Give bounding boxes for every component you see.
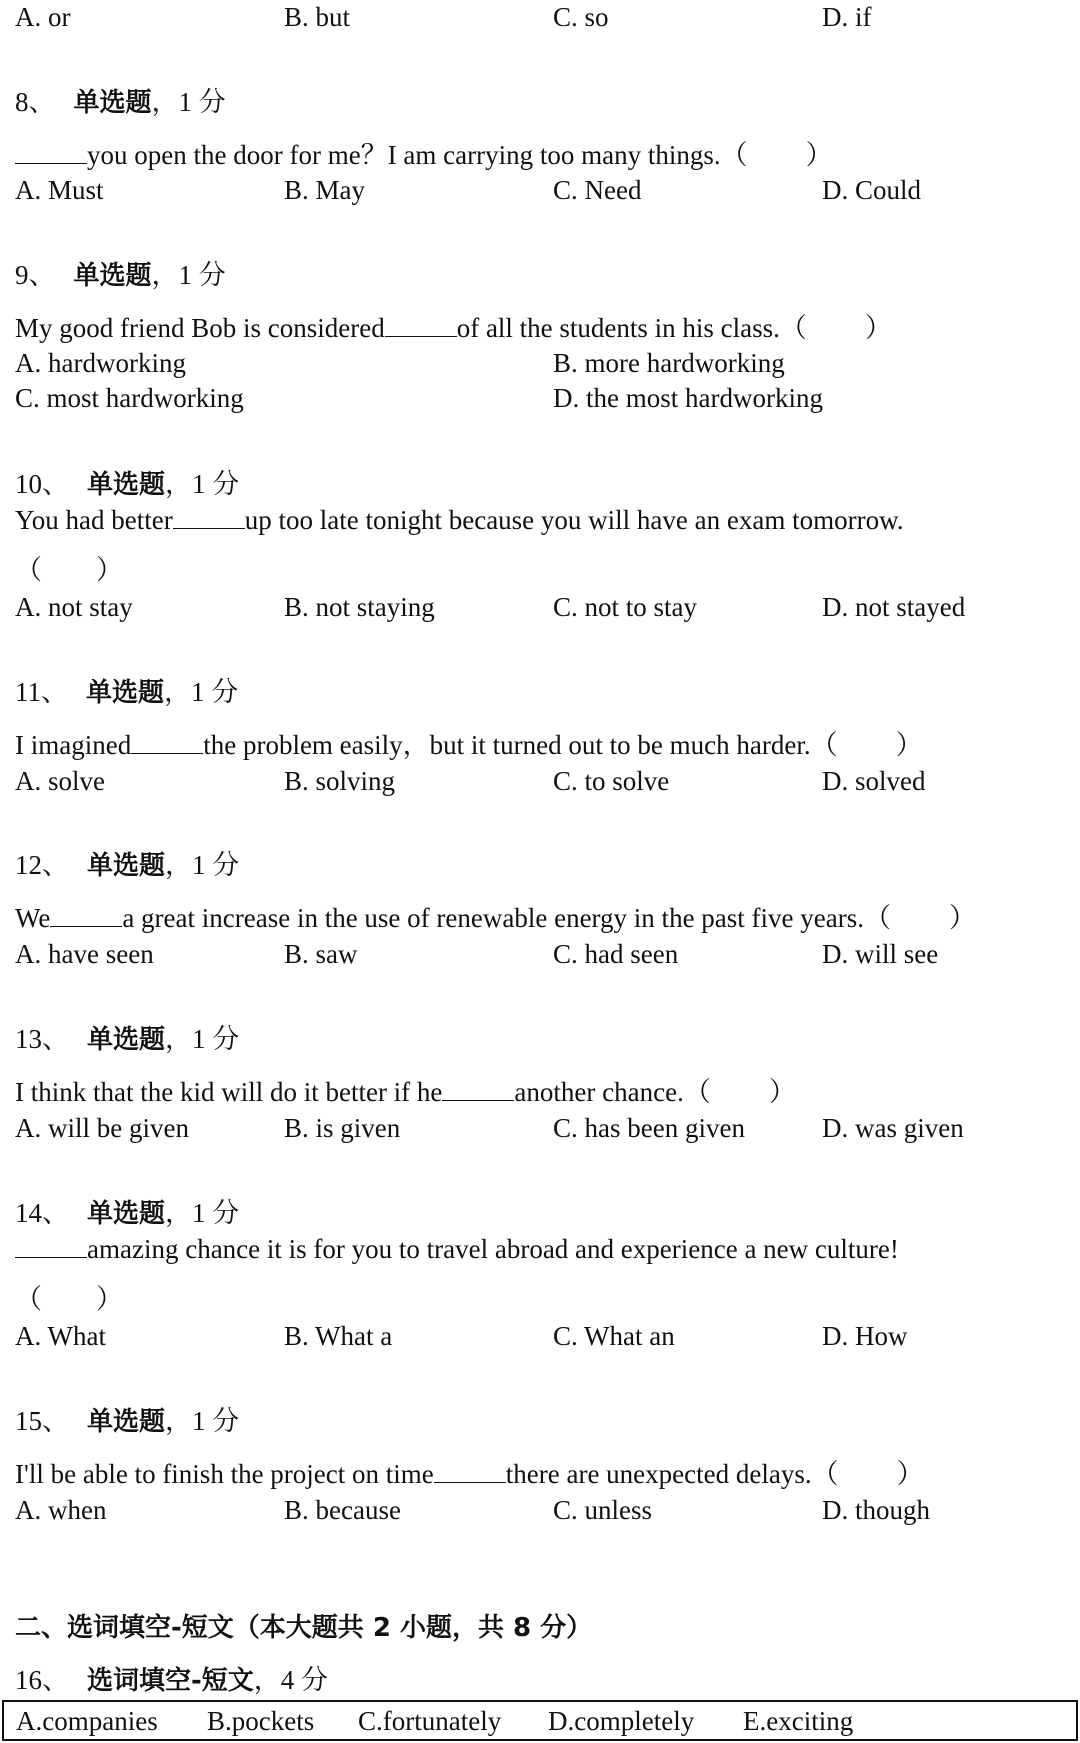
stem-text: the problem easily，but it turned out to be much harder.（ xyxy=(203,730,838,760)
question-stem xyxy=(15,1452,924,1491)
option-c[interactable]: C. not to stay xyxy=(553,592,698,622)
question-number: 8、 xyxy=(15,87,56,117)
question-score: ，1 分 xyxy=(151,87,226,117)
option-d[interactable]: D. if xyxy=(822,2,872,32)
word-option[interactable]: D.completely xyxy=(548,1706,695,1736)
stem-text: I imagined xyxy=(15,730,132,760)
question-type: 单选题 xyxy=(87,1025,166,1055)
question-number: 10、 xyxy=(15,469,69,499)
stem-text: I'll be able to finish the project on time xyxy=(15,1459,434,1489)
word-option[interactable]: A.companies xyxy=(16,1706,158,1736)
word-bank xyxy=(2,1700,1078,1741)
option-b[interactable]: B. is given xyxy=(284,1113,401,1143)
question-stem xyxy=(15,306,892,345)
stem-text: another chance.（ xyxy=(514,1077,711,1107)
option-c[interactable]: C. Need xyxy=(553,175,642,205)
question-stem xyxy=(15,133,833,172)
option-b[interactable]: B. but xyxy=(284,2,351,32)
option-b[interactable]: B. because xyxy=(284,1495,401,1525)
option-d[interactable]: D. will see xyxy=(822,939,939,969)
question-number: 15、 xyxy=(15,1406,69,1436)
question-number: 12、 xyxy=(15,850,69,880)
option-c[interactable]: C. has been given xyxy=(553,1113,745,1143)
question-score: ，1 分 xyxy=(165,1024,240,1054)
question-number: 11、 xyxy=(15,677,68,707)
stem-text: you open the door for me？I am carrying too many things.（ xyxy=(87,140,748,170)
question-score: ，1 分 xyxy=(164,677,239,707)
question-stem xyxy=(15,1070,796,1109)
answer-paren[interactable]: （ ） xyxy=(15,555,123,585)
option-a[interactable]: A. hardworking xyxy=(15,348,186,378)
answer-paren[interactable]: （ ） xyxy=(15,1284,123,1314)
option-c[interactable]: C. most hardworking xyxy=(15,383,244,413)
word-option[interactable]: E.exciting xyxy=(743,1706,854,1736)
option-b[interactable]: B. saw xyxy=(284,939,358,969)
word-option[interactable]: B.pockets xyxy=(207,1706,315,1736)
answer-blank[interactable] xyxy=(173,506,245,529)
question-score: ，1 分 xyxy=(165,850,240,880)
option-a[interactable]: A. have seen xyxy=(15,939,154,969)
answer-paren[interactable]: ） xyxy=(864,313,892,343)
option-b[interactable]: B. solving xyxy=(284,766,396,796)
stem-text: My good friend Bob is considered xyxy=(15,313,385,343)
question-number: 16、 xyxy=(15,1665,69,1695)
option-c[interactable]: C. so xyxy=(553,2,609,32)
stem-text: of all the students in his class.（ xyxy=(456,313,807,343)
question-number: 13、 xyxy=(15,1024,69,1054)
question-type: 单选题 xyxy=(87,851,166,881)
option-d[interactable]: D. Could xyxy=(822,175,922,205)
question-score: ，4 分 xyxy=(253,1665,329,1695)
word-option[interactable]: C.fortunately xyxy=(358,1706,502,1736)
option-d[interactable]: D. though xyxy=(822,1495,930,1525)
option-c[interactable]: C. had seen xyxy=(553,939,679,969)
answer-blank[interactable] xyxy=(131,731,203,754)
option-c[interactable]: C. unless xyxy=(553,1495,653,1525)
option-b[interactable]: B. more hardworking xyxy=(553,348,785,378)
question-number: 14、 xyxy=(15,1198,69,1228)
option-a[interactable]: A. What xyxy=(15,1321,106,1351)
option-c[interactable]: C. What an xyxy=(553,1321,675,1351)
option-d[interactable]: D. the most hardworking xyxy=(553,383,823,413)
question-header xyxy=(15,253,226,292)
stem-text: up too late tonight because you will have an exam tomorrow. xyxy=(244,505,904,535)
answer-blank[interactable] xyxy=(385,314,457,337)
question-header xyxy=(15,670,238,709)
question-number: 9、 xyxy=(15,260,56,290)
option-d[interactable]: D. not stayed xyxy=(822,592,966,622)
answer-blank[interactable] xyxy=(50,904,122,927)
question-stem xyxy=(15,1234,899,1265)
option-d[interactable]: D. How xyxy=(822,1321,908,1351)
stem-text: We xyxy=(15,903,51,933)
stem-text: a great increase in the use of renewable energy in the past five years.（ xyxy=(122,903,891,933)
question-header xyxy=(15,843,239,882)
question-header xyxy=(15,1017,239,1056)
answer-paren[interactable]: ） xyxy=(896,1459,924,1489)
answer-blank[interactable] xyxy=(15,141,87,164)
question-type: 单选题 xyxy=(87,470,166,500)
question-header xyxy=(15,80,226,119)
question-type: 选词填空-短文 xyxy=(87,1666,254,1696)
question-type: 单选题 xyxy=(87,1407,166,1437)
option-a[interactable]: A. not stay xyxy=(15,592,133,622)
section-title: 二、选词填空-短文（本大题共 2 小题，共 8 分） xyxy=(15,1613,593,1643)
stem-text: You had better xyxy=(15,505,173,535)
option-d[interactable]: D. was given xyxy=(822,1113,964,1143)
question-score: ，1 分 xyxy=(151,260,226,290)
question-type: 单选题 xyxy=(73,261,152,291)
question-header xyxy=(15,462,239,501)
option-a[interactable]: A. when xyxy=(15,1495,107,1525)
option-c[interactable]: C. to solve xyxy=(553,766,670,796)
question-header xyxy=(15,1191,239,1230)
answer-paren[interactable]: ） xyxy=(948,903,976,933)
question-type: 单选题 xyxy=(86,678,165,708)
answer-blank[interactable] xyxy=(434,1460,506,1483)
answer-paren[interactable]: ） xyxy=(895,730,923,760)
option-a[interactable]: A. or xyxy=(15,2,71,32)
question-type: 单选题 xyxy=(73,88,152,118)
option-a[interactable]: A. Must xyxy=(15,175,104,205)
stem-text: I think that the kid will do it better if he xyxy=(15,1077,443,1107)
question-header xyxy=(15,1658,328,1697)
question-stem xyxy=(15,723,923,762)
question-stem xyxy=(15,896,976,935)
answer-blank[interactable] xyxy=(15,1235,87,1258)
question-score: ，1 分 xyxy=(165,1198,240,1228)
question-type: 单选题 xyxy=(87,1199,166,1229)
stem-text: there are unexpected delays.（ xyxy=(505,1459,839,1489)
stem-text: amazing chance it is for you to travel abroad and experience a new culture! xyxy=(87,1234,899,1264)
option-b[interactable]: B. May xyxy=(284,175,365,205)
question-score: ，1 分 xyxy=(165,1406,240,1436)
answer-paren[interactable]: ） xyxy=(805,140,833,170)
question-score: ，1 分 xyxy=(165,469,240,499)
option-a[interactable]: A. will be given xyxy=(15,1113,189,1143)
option-a[interactable]: A. solve xyxy=(15,766,105,796)
answer-blank[interactable] xyxy=(442,1078,514,1101)
option-b[interactable]: B. not staying xyxy=(284,592,435,622)
question-header xyxy=(15,1399,239,1438)
answer-paren[interactable]: ） xyxy=(768,1077,796,1107)
question-stem xyxy=(15,505,904,536)
option-b[interactable]: B. What a xyxy=(284,1321,393,1351)
option-d[interactable]: D. solved xyxy=(822,766,926,796)
